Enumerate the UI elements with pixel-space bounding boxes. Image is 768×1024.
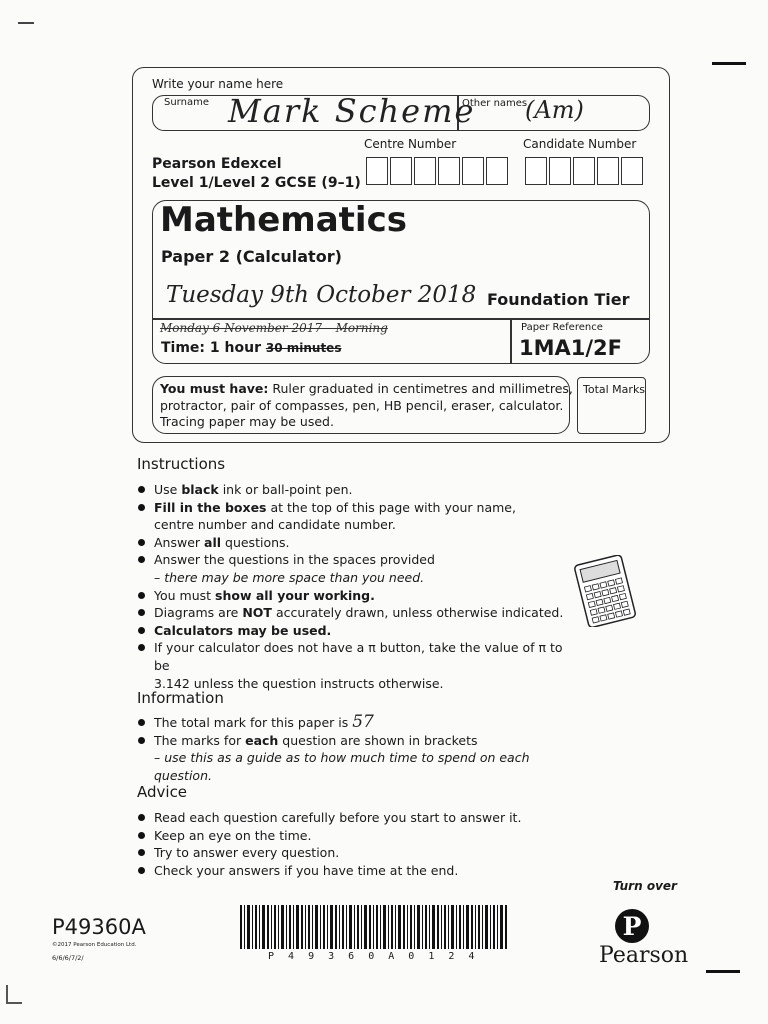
information-heading: Information [137, 689, 224, 707]
instructions-heading: Instructions [137, 455, 226, 473]
list-item: centre number and candidate number. [154, 517, 396, 533]
must-have-line-3: Tracing paper may be used. [160, 414, 334, 429]
must-have-line-1 [160, 381, 573, 396]
copyright: ©2017 Pearson Education Ltd. [52, 942, 137, 948]
paper-title: Paper 2 (Calculator) [161, 247, 342, 266]
list-item: Keep an eye on the time. [136, 827, 576, 845]
information-list [136, 714, 576, 784]
time-struck: 30 minutes [265, 341, 342, 355]
corner-mark [18, 22, 34, 24]
candidate-number-label: Candidate Number [523, 137, 637, 151]
time-label [161, 340, 341, 356]
candidate-number-box[interactable] [597, 157, 619, 185]
list-item: Use black ink or ball-point pen. [136, 481, 576, 499]
must-have-line-2: protractor, pair of compasses, pen, HB pencil, eraser, calculator. [160, 398, 564, 413]
board-line-2: Level 1/Level 2 GCSE (9–1) [152, 175, 361, 191]
board-line-1: Pearson Edexcel [152, 156, 282, 172]
title-divider [152, 318, 650, 320]
time-value: Time: 1 hour [161, 340, 261, 356]
list-item: Answer all questions. [136, 534, 576, 552]
instructions-list [136, 481, 576, 692]
turn-over-label: Turn over [613, 879, 677, 893]
svg-text:P: P [622, 912, 642, 941]
corner-mark [712, 62, 746, 65]
calculator-icon [567, 555, 645, 627]
list-item: If your calculator does not have a π button, take the value of π to be [136, 639, 576, 674]
list-item: The marks for each question are shown in brackets [136, 732, 576, 750]
total-mark-value: 57 [352, 712, 374, 732]
handwritten-date: Tuesday 9th October 2018 [166, 282, 477, 308]
centre-number-box[interactable] [462, 157, 484, 185]
centre-number-box[interactable] [366, 157, 388, 185]
list-item: Try to answer every question. [136, 844, 576, 862]
corner-mark [6, 1002, 22, 1004]
paper-reference-label: Paper Reference [521, 322, 603, 333]
list-item: Answer the questions in the spaces provided [136, 551, 576, 569]
paper-code: P49360A [52, 915, 146, 939]
centre-number-box[interactable] [486, 157, 508, 185]
corner-mark [706, 970, 740, 973]
other-names-value: (Am) [525, 96, 584, 124]
ref-divider [510, 318, 512, 364]
print-code: 6/6/6/7/2/ [52, 954, 84, 962]
list-item: Calculators may be used. [136, 622, 576, 640]
list-item: Fill in the boxes at the top of this page with your name, [136, 499, 576, 517]
barcode-text: P 4 9 3 6 0 A 0 1 2 4 [268, 951, 479, 962]
must-have-text-1: Ruler graduated in centimetres and millimetres, [272, 381, 573, 396]
advice-list [136, 809, 576, 879]
list-item: – there may be more space than you need. [154, 569, 425, 585]
surname-value: Mark Scheme [228, 92, 476, 130]
list-item: The total mark for this paper is 57 [136, 714, 576, 732]
list-item: – use this as a guide as to how much time to spend on each question. [154, 750, 530, 783]
list-item: Read each question carefully before you start to answer it. [136, 809, 576, 827]
subject-title: Mathematics [160, 200, 407, 240]
must-have-label: You must have: [160, 381, 269, 396]
pearson-logo-icon [614, 908, 650, 944]
write-name-label: Write your name here [152, 77, 284, 91]
corner-mark [6, 985, 8, 1003]
publisher-name: Pearson [599, 943, 689, 968]
list-item: Diagrams are NOT accurately drawn, unless otherwise indicated. [136, 604, 576, 622]
surname-label: Surname [164, 97, 209, 108]
list-item: Check your answers if you have time at the end. [136, 862, 576, 880]
other-names-label: Other names [462, 98, 528, 109]
centre-number-label: Centre Number [364, 137, 457, 151]
tier-label: Foundation Tier [487, 290, 630, 309]
centre-number-box[interactable] [414, 157, 436, 185]
total-marks-label: Total Marks [583, 383, 646, 396]
barcode [240, 905, 508, 953]
paper-reference: 1MA1/2F [519, 336, 623, 360]
candidate-number-box[interactable] [525, 157, 547, 185]
list-item: You must show all your working. [136, 587, 576, 605]
candidate-number-box[interactable] [621, 157, 643, 185]
candidate-number-box[interactable] [549, 157, 571, 185]
list-item: 3.142 unless the question instructs otherwise. [154, 675, 444, 691]
centre-number-box[interactable] [390, 157, 412, 185]
candidate-number-box[interactable] [573, 157, 595, 185]
advice-heading: Advice [137, 783, 188, 801]
struck-date: Monday 6 November 2017 – Morning [160, 321, 388, 335]
centre-number-box[interactable] [438, 157, 460, 185]
